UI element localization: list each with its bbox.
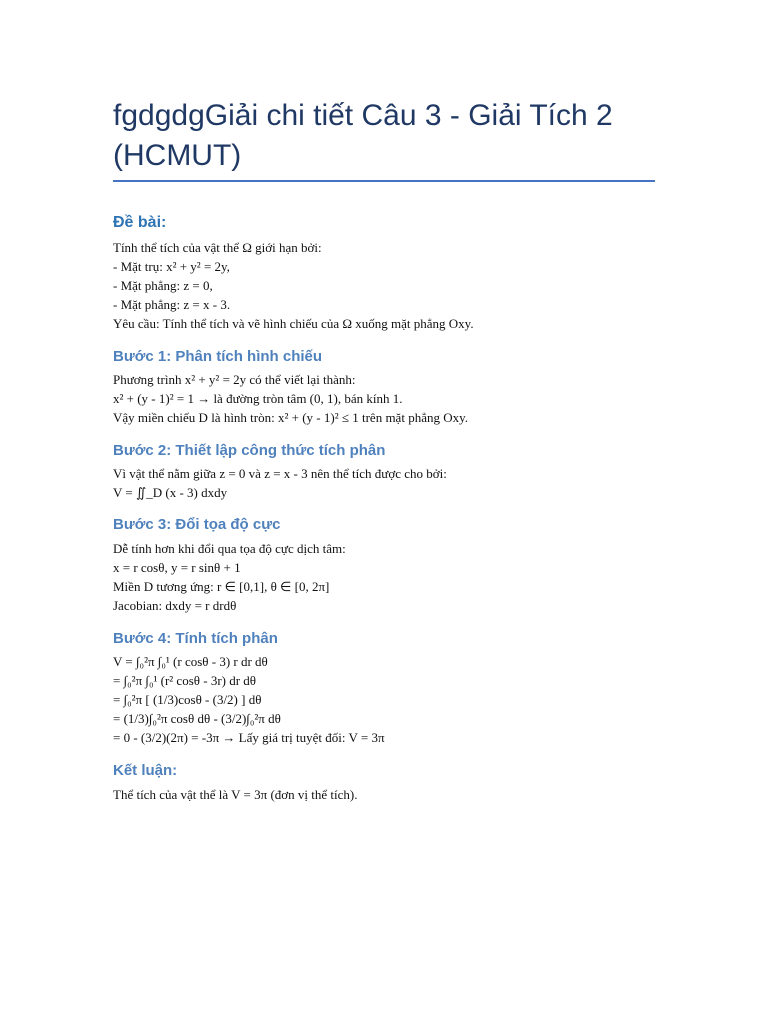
step-4-line: V = ∫₀²π ∫₀¹ (r cosθ - 3) r dr dθ bbox=[113, 654, 268, 669]
step-4-heading: Bước 4: Tính tích phân bbox=[113, 630, 278, 647]
problem-line: - Mặt trụ: x² + y² = 2y, bbox=[113, 259, 230, 274]
step-4-body bbox=[113, 652, 673, 747]
problem-line: Yêu cầu: Tính thể tích và vẽ hình chiếu của Ω xuống mặt phẳng Oxy. bbox=[113, 316, 474, 331]
step-3-body bbox=[113, 539, 673, 615]
step-3-line: Miền D tương ứng: r ∈ [0,1], θ ∈ [0, 2π] bbox=[113, 579, 330, 594]
problem-body bbox=[113, 238, 673, 333]
step-1-body bbox=[113, 370, 673, 427]
step-2-line: Vì vật thể nằm giữa z = 0 và z = x - 3 nên thể tích được cho bởi: bbox=[113, 466, 447, 481]
step-1-heading: Bước 1: Phân tích hình chiếu bbox=[113, 348, 323, 365]
problem-heading: Đề bài: bbox=[113, 214, 167, 231]
problem-line: - Mặt phẳng: z = 0, bbox=[113, 278, 213, 293]
conclusion-body bbox=[113, 785, 673, 804]
problem-line: Tính thể tích của vật thể Ω giới hạn bởi: bbox=[113, 240, 322, 255]
step-4-line: = ∫₀²π ∫₀¹ (r² cosθ - 3r) dr dθ bbox=[113, 673, 257, 688]
conclusion-heading: Kết luận: bbox=[113, 762, 178, 779]
problem-line: - Mặt phẳng: z = x - 3. bbox=[113, 297, 231, 312]
step-2-heading: Bước 2: Thiết lập công thức tích phân bbox=[113, 442, 386, 459]
step-4-line: = ∫₀²π [ (1/3)cosθ - (3/2) ] dθ bbox=[113, 692, 262, 707]
step-4-line: = 0 - (3/2)(2π) = -3π → Lấy giá trị tuyệt đối: V = 3π bbox=[113, 730, 385, 745]
page-title: fgdgdgGiải chi tiết Câu 3 - Giải Tích 2 (HCMUT) bbox=[113, 99, 613, 172]
step-3-line: x = r cosθ, y = r sinθ + 1 bbox=[113, 560, 241, 575]
conclusion-line: Thể tích của vật thể là V = 3π (đơn vị thể tích). bbox=[113, 787, 358, 802]
step-4-line: = (1/3)∫₀²π cosθ dθ - (3/2)∫₀²π dθ bbox=[113, 711, 281, 726]
step-3-heading: Bước 3: Đổi tọa độ cực bbox=[113, 516, 281, 533]
title-divider bbox=[113, 180, 655, 182]
step-2-body bbox=[113, 464, 673, 502]
step-1-line: Phương trình x² + y² = 2y có thể viết lại thành: bbox=[113, 372, 356, 387]
step-1-line: x² + (y - 1)² = 1 → là đường tròn tâm (0, 1), bán kính 1. bbox=[113, 391, 403, 406]
step-3-line: Jacobian: dxdy = r drdθ bbox=[113, 598, 237, 613]
step-2-line: V = ∬_D (x - 3) dxdy bbox=[113, 485, 228, 500]
step-3-line: Dễ tính hơn khi đổi qua tọa độ cực dịch tâm: bbox=[113, 541, 346, 556]
step-1-line: Vậy miền chiếu D là hình tròn: x² + (y - 1)² ≤ 1 trên mặt phẳng Oxy. bbox=[113, 410, 469, 425]
